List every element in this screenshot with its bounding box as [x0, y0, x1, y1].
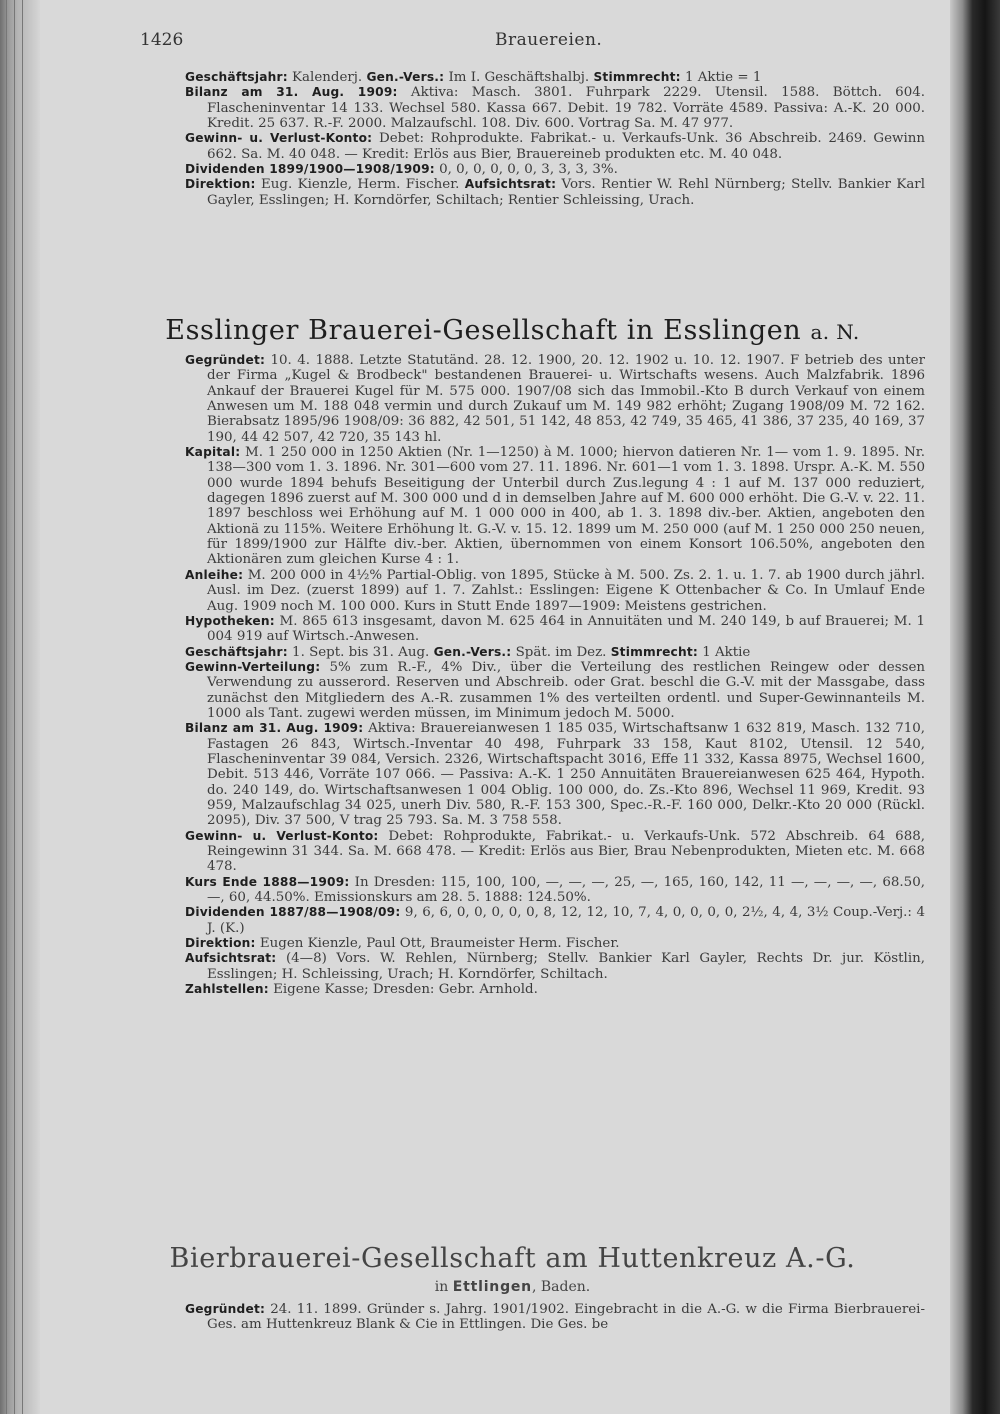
- company-paragraph: Anleihe: M. 200 000 in 4½% Partial-Oblig. von 1895, Stücke à M. 500. Zs. 2. 1. u. 1. 7. ab 1900 durch jährl. Ausl. im Dez. (zuerst 1899) auf 1. 7. Zahlst.: Esslingen: Eigene K Ottenbacher & Co. In Umlauf Ende Aug. 1909 noch M. 100 000. Kurs in Stutt Ende 1897—1909: Meistens gestrichen.: [185, 567, 925, 614]
- company-heading: [95, 315, 930, 346]
- company-paragraph: Gewinn- u. Verlust-Konto: Debet: Rohprodukte, Fabrikat.- u. Verkaufs-Unk. 572 Abschreib. 64 688, Reingewinn 31 344. Sa. M. 668 478. — Kredit: Erlös aus Bier, Brau Nebenprodukten, Mieten etc. M. 668 478.: [185, 828, 925, 875]
- scan-right-edge: [950, 0, 1000, 1414]
- book-page: [95, 0, 930, 1414]
- company-paragraph: Bilanz am 31. Aug. 1909: Aktiva: Brauereianwesen 1 185 035, Wirtschaftsanw 1 632 819, Masch. 132 710, Fastagen 26 843, Wirtsch.-Inventar 40 498, Fuhrpark 33 158, Kaut 8102, Utensil. 12 540, Flascheninventar 39 084, Versich. 2326, Wirtschaftspacht 3016, Effe 11 332, Kassa 8975, Wechsel 1600, Debit. 513 446, Vorräte 107 066. — Passiva: A.-K. 1 250 Annuitäten Brauereianwesen 625 464, Hypoth. do. 240 149, do. Wirtschaftsanwesen 1 004 Oblig. 100 000, do. Zs.-Kto 896, Wechsel 11 969, Kredit. 93 959, Malzaufschlag 34 025, unerh Div. 580, R.-F. 153 300, Spec.-R.-F. 160 000, Delkr.-Kto 20 000 (Rückl. 2095), Div. 37 500, V trag 25 793. Sa. M. 3 758 558.: [185, 721, 925, 829]
- scan-line: [6, 0, 7, 1414]
- company-paragraph: Aufsichtsrat: (4—8) Vors. W. Rehlen, Nürnberg; Stellv. Bankier Karl Gayler, Rechts Dr. jur. Köstlin, Esslingen; H. Schleissing, Urach; H. Korndörfer, Schiltach.: [185, 951, 925, 982]
- scan-line: [22, 0, 23, 1414]
- company-paragraph: Direktion: Eugen Kienzle, Paul Ott, Braumeister Herm. Fischer.: [185, 936, 620, 952]
- next-company-block: [185, 1302, 925, 1333]
- company-paragraph: Geschäftsjahr: 1. Sept. bis 31. Aug. Gen.-Vers.: Spät. im Dez. Stimmrecht: 1 Aktie: [185, 644, 751, 660]
- company-paragraph: Zahlstellen: Eigene Kasse; Dresden: Gebr. Arnhold.: [185, 982, 538, 998]
- next-gegruendet: Gegründet: 24. 11. 1899. Gründer s. Jahrg. 1901/1902. Eingebracht in die A.-G. w die Firma Bierbrauerei-Ges. am Huttenkreuz Blank & Cie in Ettlingen. Die Ges. be: [185, 1302, 925, 1333]
- company-paragraph: Kurs Ende 1888—1909: In Dresden: 115, 100, 100, —, —, —, 25, —, 165, 160, 142, 11 —, —, —, —, 68.50, —, 60, 44.50%. Emissionskurs am 28. 5. 1888: 124.50%.: [185, 874, 925, 906]
- company-block: [185, 353, 925, 997]
- next-company-heading: Bierbrauerei-Gesellschaft am Huttenkreuz A.-G.: [169, 1243, 856, 1274]
- running-head: [95, 30, 930, 52]
- company-paragraph: Gegründet: 10. 4. 1888. Letzte Statutänd. 28. 12. 1900, 20. 12. 1902 u. 10. 12. 1907. F betrieb des unter der Firma „Kugel & Brodbeck" bestandenen Brauerei- u. Wirtschafts wesens. Auch Malzfabrik. 1896 Ankauf der Brauerei Kugel für M. 575 000. 1907/08 sich das Immobil.-Kto B durch Verkauf von einem Anwesen um M. 188 048 vermin und durch Zukauf um M. 149 982 erhöht; Zugang 1908/09 M. 72 162. Bierabsatz 1895/96 1908/09: 36 882, 42 501, 51 142, 48 853, 42 749, 35 465, 41 386, 37 235, 40 169, 37 190, 44 42 507, 42 720, 35 143 hl.: [185, 353, 925, 445]
- next-company-city: Ettlingen: [452, 1279, 532, 1295]
- prev-dividenden: Dividenden 1899/1900—1908/1909: 0, 0, 0, 0, 0, 0, 3, 3, 3, 3%.: [185, 162, 618, 178]
- company-paragraph: Gewinn-Verteilung: 5% zum R.-F., 4% Div., über die Verteilung des restlichen Reingew oder dessen Verwendung zu ausserord. Reserven und Abschreib. oder Grat. beschl die G.-V. mit der Massgabe, dass zunächst den Mitgliedern des A.-R. zusammen 1% des verteilten ordentl. und Super-Gewinnanteils M. 1000 als Tant. zugewi werden müssen, im Minimum jedoch M. 5000.: [185, 659, 925, 721]
- prev-gewinn-verlust: Gewinn- u. Verlust-Konto: Debet: Rohprodukte. Fabrikat.- u. Verkaufs-Unk. 36 Abschreib. 2469. Gewinn 662. Sa. M. 40 048. — Kredit: Erlös aus Bier, Brauereineb produkten etc. M. 40 048.: [185, 131, 925, 162]
- company-title: Esslinger Brauerei-Gesellschaft in Esslingen: [165, 315, 802, 346]
- page-number: 1426: [140, 30, 184, 50]
- company-paragraph: Kapital: M. 1 250 000 in 1250 Aktien (Nr. 1—1250) à M. 1000; hiervon datieren Nr. 1— vom 1. 9. 1895. Nr. 138—300 vom 1. 3. 1896. Nr. 301—600 vom 27. 11. 1896. Nr. 601—1 vom 1. 3. 1898. Urspr. A.-K. M. 550 000 wurde 1894 behufs Beseitigung der Unterbil durch Zus.legung 4 : 1 auf M. 137 000 reduziert, dagegen 1896 zuerst auf M. 300 000 und d in demselben Jahre auf M. 600 000 erhöht. Die G.-V. v. 22. 11. 1897 beschloss wei Erhöhung auf M. 1 000 000 in 400, ab 1. 3. 1898 div.-ber. Aktien, angeboten den Aktionä zu 115%. Weitere Erhöhung lt. G.-V. v. 15. 12. 1899 um M. 250 000 (auf M. 1 250 000 250 neuen, für 1899/1900 zur Hälfte div.-ber. Aktien, übernommen von einem Konsort 106.50%, angeboten den Aktionären zum gleichen Kurse 4 : 1.: [185, 445, 925, 568]
- prev-direktion: Direktion: Eug. Kienzle, Herm. Fischer. Aufsichtsrat: Vors. Rentier W. Rehl Nürnberg; Stellv. Bankier Karl Gayler, Esslingen; H. Korndörfer, Schiltach; Rentier Schleissing, Urach.: [185, 177, 925, 208]
- company-paragraph: Dividenden 1887/88—1908/09: 9, 6, 6, 0, 0, 0, 0, 0, 8, 12, 12, 10, 7, 4, 0, 0, 0, 0, 2½, 4, 4, 3½ Coup.-Verj.: 4 J. (K.): [185, 905, 925, 936]
- next-company-subtitle: in Ettlingen, Baden.: [434, 1279, 591, 1295]
- scan-line: [14, 0, 15, 1414]
- company-paragraph: Hypotheken: M. 865 613 insgesamt, davon M. 625 464 in Annuitäten und M. 240 149, b auf Brauerei; M. 1 004 919 auf Wirtsch.-Anwesen.: [185, 613, 925, 645]
- scan-left-edge: [0, 0, 40, 1414]
- prev-bilanz: Bilanz am 31. Aug. 1909: Aktiva: Masch. 3801. Fuhrpark 2229. Utensil. 1588. Böttch. 604. Flascheninventar 14 133. Wechsel 580. Kassa 667. Debit. 19 782. Vorräte 4589. Passiva: A.-K. 20 000. Kredit. 25 637. R.-F. 2000. Malzaufschl. 108. Div. 600. Vortrag Sa. M. 47 977.: [185, 85, 925, 132]
- prev-geschaeftsjahr: Geschäftsjahr: Kalenderj. Gen.-Vers.: Im I. Geschäftshalbj. Stimmrecht: 1 Aktie = 1: [185, 70, 762, 85]
- running-title: Brauereien.: [495, 30, 603, 50]
- company-title-suffix: a. N.: [810, 320, 860, 344]
- prev-company-block: [185, 70, 925, 208]
